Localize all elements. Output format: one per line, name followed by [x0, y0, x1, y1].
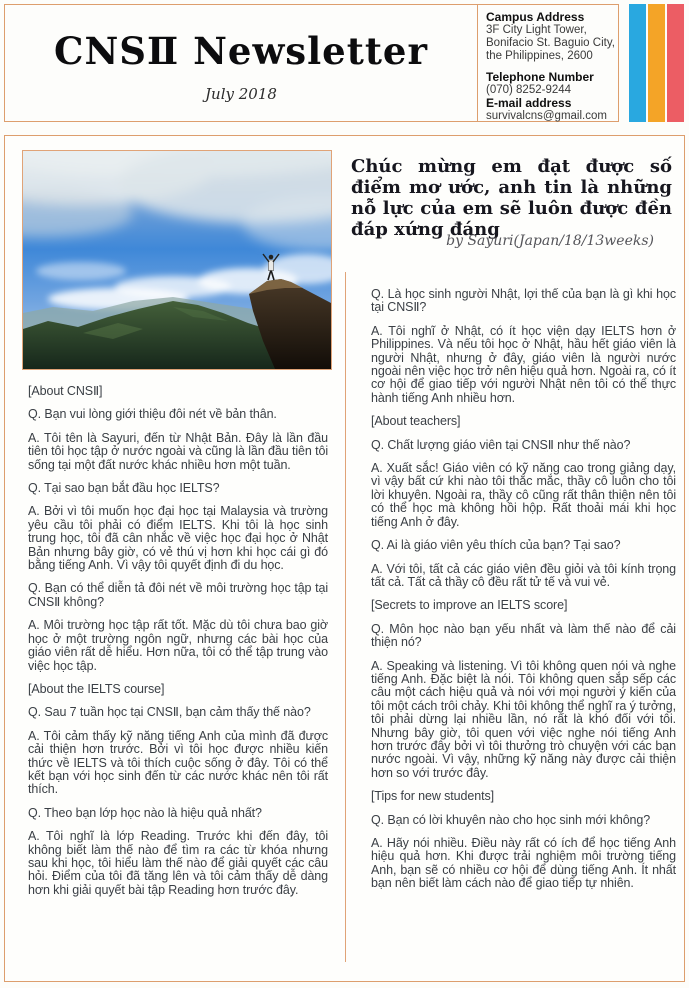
question: Q. Bạn vui lòng giới thiệu đôi nét về bản thân.	[28, 407, 277, 422]
question: Q. Chất lượng giáo viên tại CNSⅡ như thế nào?	[371, 437, 631, 452]
stripe-blue	[629, 4, 646, 122]
header-color-stripes	[629, 4, 686, 122]
question: Q. Theo bạn lớp học nào là hiệu quả nhất?	[28, 805, 262, 820]
email-value: survivalcns@gmail.com	[486, 110, 607, 122]
mountain-cliff-photo	[23, 151, 331, 369]
header-box	[4, 4, 619, 122]
answer: A. Tôi nghĩ là lớp Reading. Trước khi đến đây, tôi không biết làm thế nào để tìm ra các từ khóa nhưng sau khi học, tôi hiểu làm thế nào để giải quyết các câu hỏi. Điểm của tôi đã tăng lên và tôi cảm thấy dễ dàng hơn khi giải quyết bài tập Reading hơn trước đây.	[28, 829, 328, 897]
question: Q. Sau 7 tuần học tại CNSⅡ, bạn cảm thấy thế nào?	[28, 705, 311, 720]
question: Q. Tại sao bạn bắt đầu học IELTS?	[28, 481, 220, 496]
stripe-red	[667, 4, 684, 122]
column-divider	[345, 272, 346, 962]
telephone-label: Telephone Number	[486, 70, 594, 84]
masthead	[5, 5, 477, 121]
answer: A. Môi trường học tập rất tốt. Mặc dù tôi chưa bao giờ học ở một trường ngôn ngữ, nhưng các bài học của giáo viên rất dễ hiểu. Hơn nữa, tôi có thể tập trung vào việc học tập.	[28, 618, 328, 673]
section-heading: [Secrets to improve an IELTS score]	[371, 598, 568, 613]
question: Q. Bạn có lời khuyên nào cho học sinh mới không?	[371, 812, 651, 827]
stripe-orange	[648, 4, 665, 122]
question: Q. Bạn có thể diễn tả đôi nét về môi trường học tập tại CNSⅡ không?	[28, 581, 328, 609]
issue-date: July 2018	[205, 85, 277, 103]
answer: A. Tôi cảm thấy kỹ năng tiếng Anh của mình đã được cải thiện hơn trước. Bởi vì tôi học được nhiều kiến thức về IELTS và tôi thích cuộc sống ở đây. Tôi có thể kết bạn với học sinh đến từ các nước khác nên tôi rất thích.	[28, 728, 328, 797]
article-photo	[22, 150, 332, 370]
left-column	[28, 385, 328, 907]
answer: A. Tôi tên là Sayuri, đến từ Nhật Bản. Đây là lần đầu tiên tôi học tập ở nước ngoài và cũng là lần đầu tiên tôi sống tại một đất nước khác nhiều hơn một tuần.	[28, 430, 328, 472]
campus-address-label: Campus Address	[486, 10, 585, 24]
answer: A. Xuất sắc! Giáo viên có kỹ năng cao trong giảng dạy, vì vậy bất cứ khi nào tôi thắc mắc, thầy cô luôn cho tôi lời khuyên. Ngoài ra, thầy cô cũng rất thân thiện nên tôi có thể học mà không hồi hộp. Rất thoải mái khi học tiếng Anh ở đây.	[371, 461, 676, 529]
answer: A. Hãy nói nhiều. Điều này rất có ích để học tiếng Anh hiệu quả hơn. Khi được trải nghiệm môi trường tiếng Anh, bạn sẽ có nhiều cơ hội để dùng tiếng Anh. Ít nhất bạn nên biết làm cách nào để giao tiếp tự nhiên.	[371, 836, 676, 891]
campus-address-line: 3F City Light Tower,	[486, 24, 587, 36]
answer: A. Tôi nghĩ ở Nhật, có ít học viện dạy IELTS hơn ở Philippines. Và nếu tôi học ở Nhật, hầu hết giáo viên là người Nhật, nhưng ở đây, giáo viên là người nước ngoài nên việc học trở nên hiệu quả hơn. Ngoài ra, có ít cơ hội để giao tiếp với người Nhật nên tôi có thể thực hành tiếng Anh nhiều hơn.	[371, 323, 676, 405]
newsletter-title: CNSⅡ Newsletter	[54, 29, 428, 73]
email-label: E-mail address	[486, 96, 572, 110]
telephone-value: (070) 8252-9244	[486, 84, 572, 96]
answer: A. Bởi vì tôi muốn học đại học tại Malaysia và trường yêu cầu tôi phải có điểm IELTS. Khi tôi là học sinh trung học, tôi đã cân nhắc về việc học đại học ở Nhật Bản nhưng bây giờ, có vẻ thú vị hơn khi học cái gì đó bằng tiếng Anh. Vì vậy tôi quyết định đi du học.	[28, 504, 328, 573]
campus-address-line: Bonifacio St. Baguio City,	[486, 37, 615, 49]
answer: A. Speaking và listening. Vì tôi không quen nói và nghe tiếng Anh. Đặc biệt là nói. Tôi không quen sắp sếp các câu một cách hiệu quả và nói với mọi người ý kiến của tôi một cách trôi chảy. Khi tôi không thể nghĩ ra ý tưởng, tôi phải dừng lại nhiều lần, nó rất là khó đối với tôi. Nhưng bây giờ, tôi quen với việc nghe nói tiếng Anh hơn trước đây bởi vì tôi thưởng trò chuyện với các bạn nước ngoài. Vì vậy, những kỹ năng này được cải thiện hơn so với trước đây.	[371, 658, 676, 780]
contact-box	[477, 5, 618, 121]
article-byline: by Sayuri(Japan/18/13weeks)	[446, 233, 654, 249]
question: Q. Môn học nào bạn yếu nhất và làm thế nào để cải thiện nó?	[371, 621, 676, 650]
section-heading: [Tips for new students]	[371, 789, 494, 804]
question: Q. Là học sinh người Nhật, lợi thế của bạn là gì khi học tại CNSⅡ?	[371, 287, 676, 315]
article-headline: Chúc mừng em đạt được số điểm mơ ước, anh tin là những nỗ lực của em sẽ luôn được đền đáp xứng đáng	[351, 156, 672, 240]
campus-address-line: the Philippines, 2600	[486, 50, 593, 62]
article-box	[4, 135, 685, 982]
answer: A. Với tôi, tất cả các giáo viên đều giỏi và tôi kính trọng tất cả. Tất cả thầy cô đều rất tử tế và vui vẻ.	[371, 561, 676, 589]
section-heading: [About the IELTS course]	[28, 681, 165, 696]
section-heading: [About teachers]	[371, 414, 461, 429]
right-column-body	[371, 288, 676, 901]
question: Q. Ai là giáo viên yêu thích của bạn? Tại sao?	[371, 538, 621, 553]
section-heading: [About CNSⅡ]	[28, 384, 103, 398]
